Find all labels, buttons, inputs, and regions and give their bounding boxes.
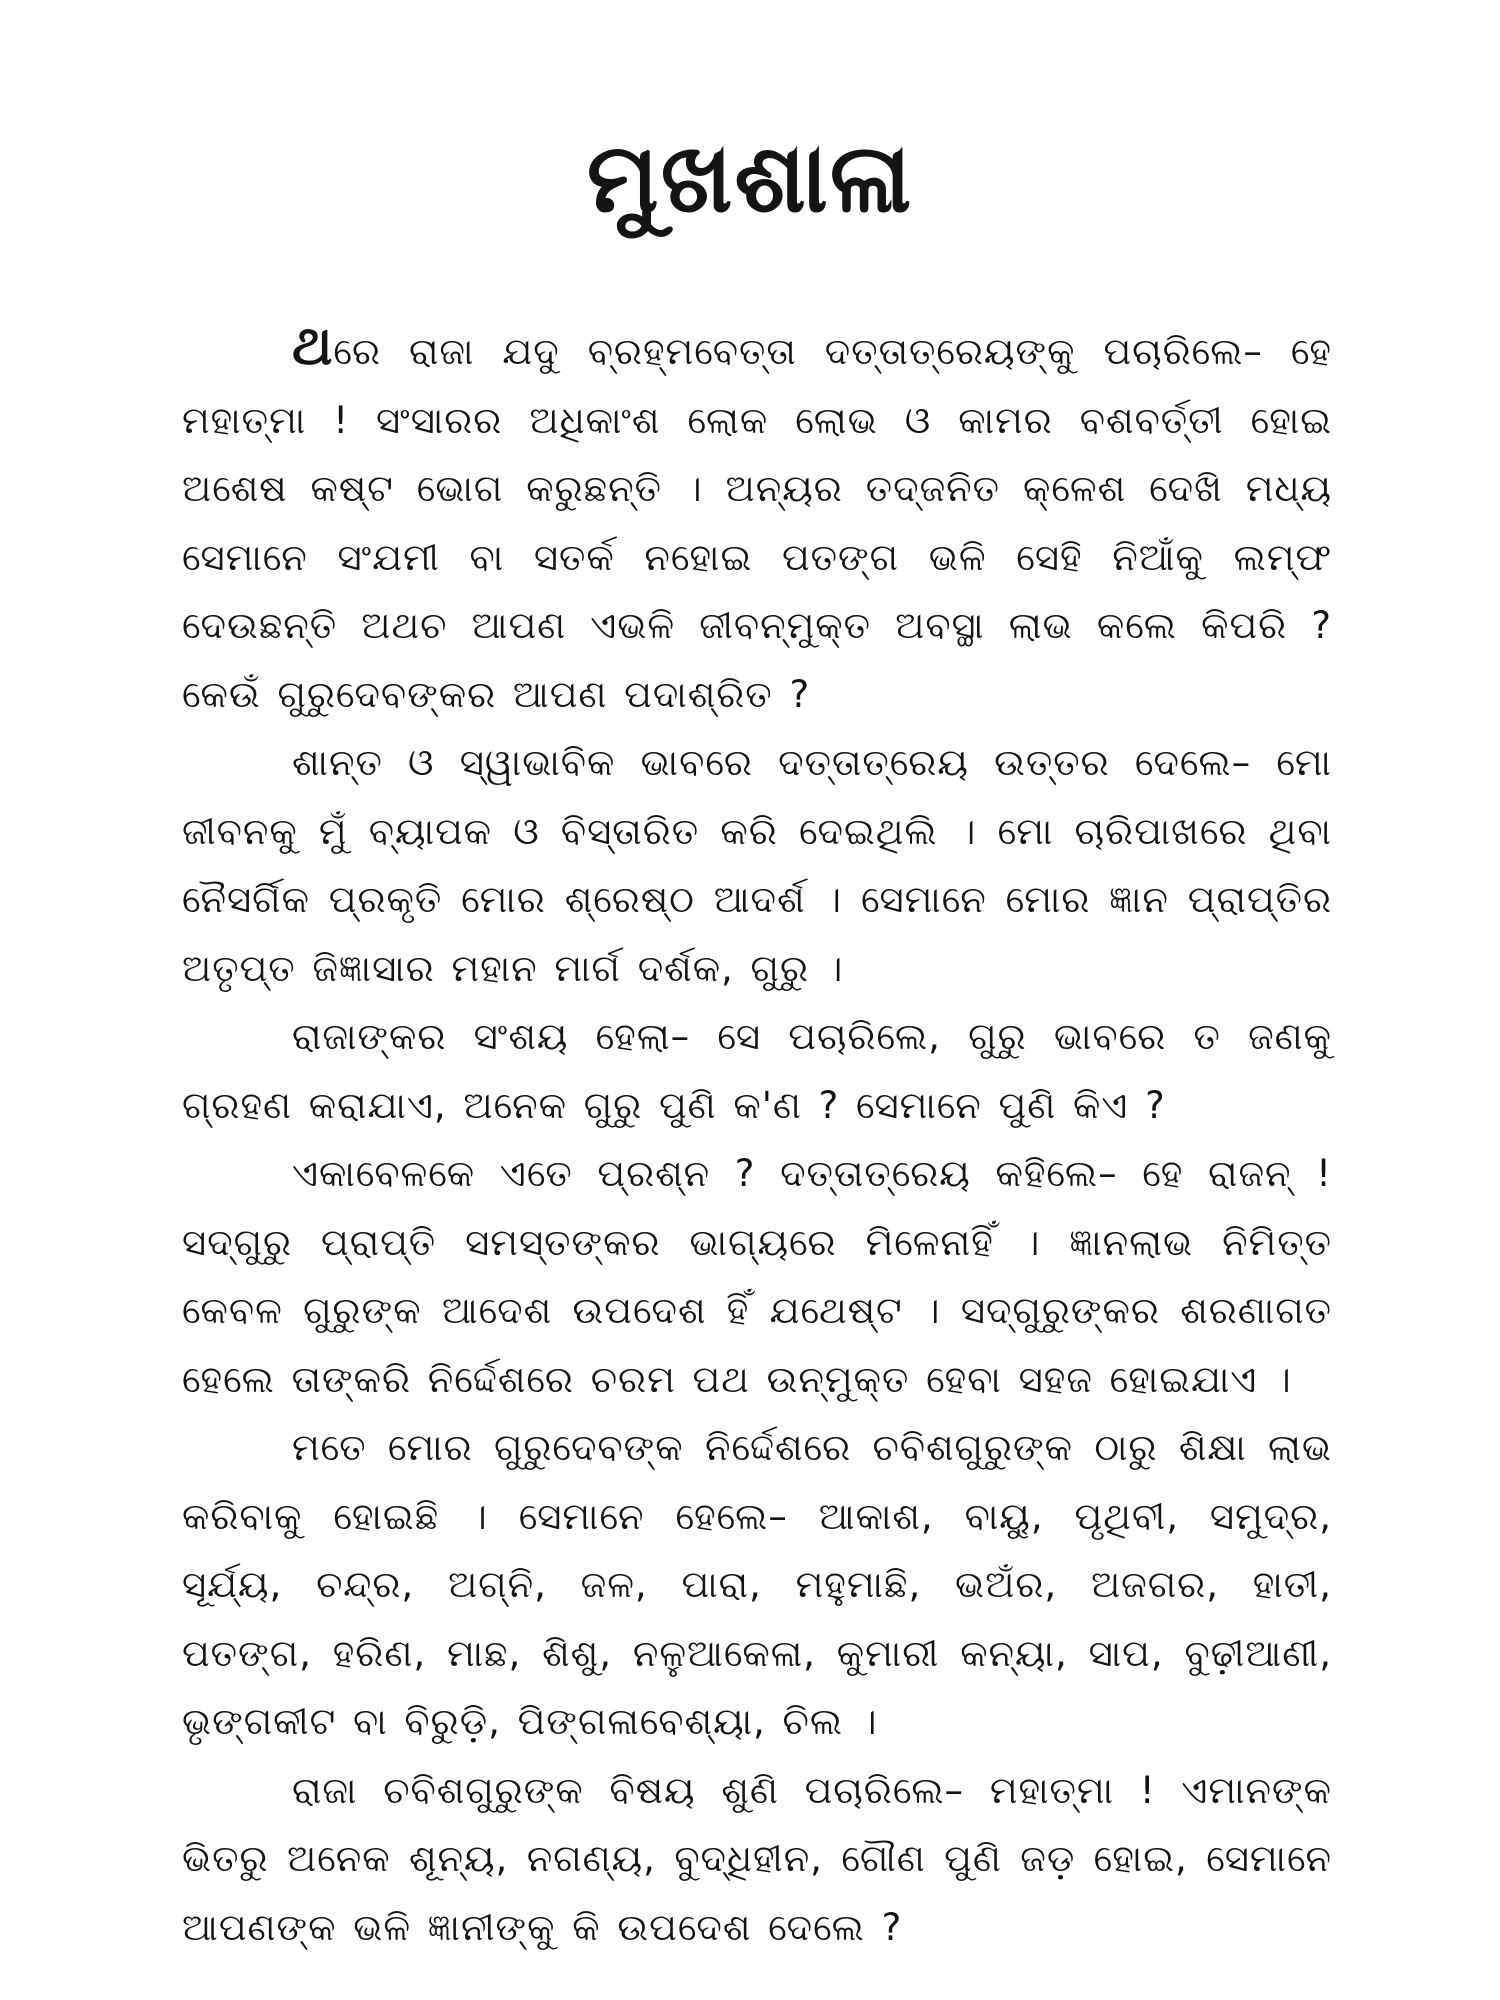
paragraph-3: ରାଜାଙ୍କର ସଂଶୟ ହେଲା– ସେ ପଚାରିଲେ, ଗୁରୁ ଭାବରେ ତ ଜଣକୁ ଗ୍ରହଣ କରାଯାଏ, ଅନେକ ଗୁରୁ ପୁଣି କ'ଣ ? ସେମାନେ ପୁଣି କିଏ ? — [182, 1015, 1332, 1127]
page-title: ମୁଖଶାଳା — [586, 122, 914, 234]
paragraph-5: ମତେ ମୋର ଗୁରୁଦେବଙ୍କ ନିର୍ଦ୍ଦେଶରେ ଚବିଶଗୁରୁଙ୍କ ଠାରୁ ଶିକ୍ଷା ଲାଭ କରିବାକୁ ହୋଇଛି । ସେମାନେ ହେଲେ– ଆକାଶ, ବାୟୁ, ପୃଥିବୀ, ସମୁଦ୍ର, ସୂର୍ଯ୍ୟ, ଚନ୍ଦ୍ର, ଅଗ୍ନି, ଜଳ, ପାରା, ମହୁମାଛି, ଭଅଁର, ଅଜଗର, ହାତୀ, ପତଙ୍ଗ, ହରିଣ, ମାଛ, ଶିଶୁ, ନଳୁଆକେଳା, କୁମାରୀ କନ୍ୟା, ସାପ, ବୁଢ଼ୀଆଣୀ, ଭୃଙ୍ଗକୀଟ ବା ବିରୁଡ଼ି, ପିଙ୍ଗଳାବେଶ୍ୟା, ଚିଲ । — [182, 1426, 1332, 1743]
drop-cap: ଥ — [292, 314, 334, 377]
paragraph-1 — [182, 314, 1332, 729]
paragraph-4: ଏକାବେଳକେ ଏତେ ପ୍ରଶ୍ନ ? ଦତ୍ତାତ୍ରେୟ କହିଲେ– ହେ ରାଜନ୍ ! ସଦ୍‌ଗୁରୁ ପ୍ରାପ୍ତି ସମସ୍ତଙ୍କର ଭାଗ୍ୟରେ ମିଳେନାହିଁ । ଜ୍ଞାନଲାଭ ନିମିତ୍ତ କେବଳ ଗୁରୁଙ୍କ ଆଦେଶ ଉପଦେଶ ହିଁ ଯଥେଷ୍ଟ । ସଦ୍‌ଗୁରୁଙ୍କର ଶରଣାଗତ ହେଲେ ତାଙ୍କରି ନିର୍ଦ୍ଦେଶରେ ଚରମ ପଥ ଉନ୍ମୁକ୍ତ ହେବା ସହଜ ହୋଇଯାଏ । — [182, 1152, 1332, 1401]
body-text — [182, 314, 1332, 1962]
paragraph-1-text: ରେ ରାଜା ଯଦୁ ବ୍ରହ୍ମବେତ୍ତା ଦତ୍ତାତ୍ରେୟଙ୍କୁ ପଚାରିଲେ– ହେ ମହାତ୍ମା ! ସଂସାରର ଅଧିକାଂଶ ଲୋକ ଲୋଭ ଓ କାମର ବଶବର୍ତ୍ତୀ ହୋଇ ଅଶେଷ କଷ୍ଟ ଭୋଗ କରୁଛନ୍ତି । ଅନ୍ୟର ତଦ୍‌ଜନିତ କ୍ଳେଶ ଦେଖି ମଧ୍ୟ ସେମାନେ ସଂଯମୀ ବା ସତର୍କ ନହୋଇ ପତଙ୍ଗ ଭଳି ସେହି ନିଆଁକୁ ଲମ୍ଫ ଦେଉଛନ୍ତି ଅଥଚ ଆପଣ ଏଭଳି ଜୀବନ୍ମୁକ୍ତ ଅବସ୍ଥା ଲାଭ କଲେ କିପରି ? କେଉଁ ଗୁରୁଦେବଙ୍କର ଆପଣ ପଦାଶ୍ରିତ ? — [182, 330, 1332, 716]
paragraph-2: ଶାନ୍ତ ଓ ସ୍ୱାଭାବିକ ଭାବରେ ଦତ୍ତାତ୍ରେୟ ଉତ୍ତର ଦେଲେ– ମୋ ଜୀବନକୁ ମୁଁ ବ୍ୟାପକ ଓ ବିସ୍ତାରିତ କରି ଦେଇଥିଲି । ମୋ ଚାରିପାଖରେ ଥିବା ନୈସର୍ଗିକ ପ୍ରକୃତି ମୋର ଶ୍ରେଷ୍ଠ ଆଦର୍ଶ । ସେମାନେ ମୋର ଜ୍ଞାନ ପ୍ରାପ୍ତିର ଅତୃପ୍ତ ଜିଜ୍ଞାସାର ମହାନ ମାର୍ଗ ଦର୍ଶକ, ଗୁରୁ । — [182, 741, 1332, 990]
paragraph-6: ରାଜା ଚବିଶଗୁରୁଙ୍କ ବିଷୟ ଶୁଣି ପଚାରିଲେ– ମହାତ୍ମା ! ଏମାନଙ୍କ ଭିତରୁ ଅନେକ ଶୂନ୍ୟ, ନଗଣ୍ୟ, ବୁଦ୍ଧିହୀନ, ଗୌଣ ପୁଣି ଜଡ଼ ହୋଇ, ସେମାନେ ଆପଣଙ୍କ ଭଳି ଜ୍ଞାନୀଙ୍କୁ କି ଉପଦେଶ ଦେଲେ ? — [182, 1768, 1332, 1949]
